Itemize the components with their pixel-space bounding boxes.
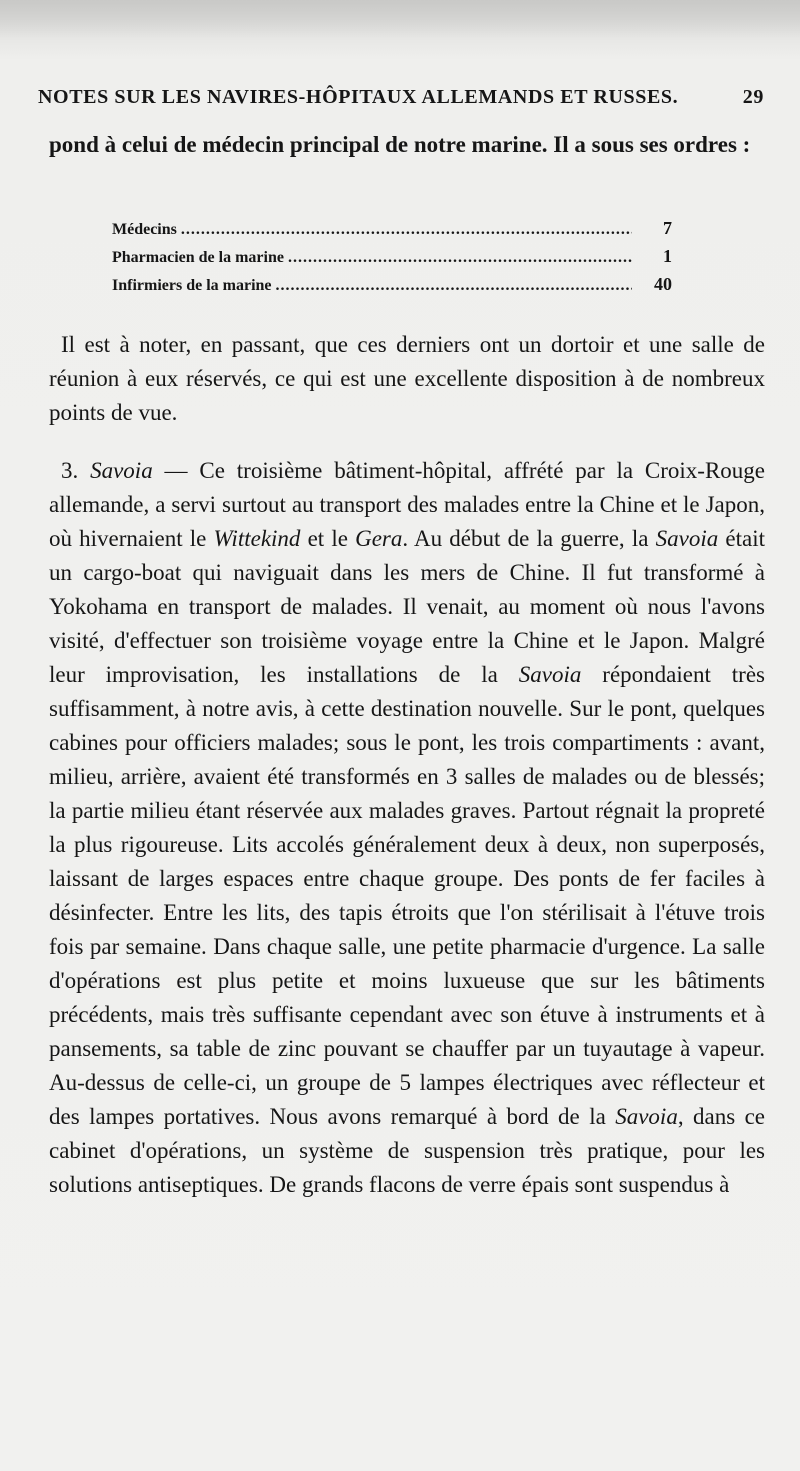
note-text: Il est à noter, en passant, que ces derniers ont un dortoir et une salle de réunion à eux réservés, ce qui est une excellente disposition à de nombreux points de vue. (49, 332, 765, 425)
staff-count: 40 (654, 274, 672, 294)
ship-name: Savoia (518, 662, 582, 687)
leader-dots (288, 245, 632, 271)
leader-dots (276, 273, 632, 299)
ship-name: Savoia (90, 458, 153, 483)
section-text: répondaient très suffisamment, à notre avis, à cette destination nouvelle. Sur le pont, quelques cabines pour officiers malades; sous le pont, les trois compartiments : avant, milieu, arrière, avaient été transformés en 3 salles de malades ou de blessés; la partie milieu étant réservée aux malades graves. Partout régnait la propreté la plus rigoureuse. Lits accolés généralement deux à deux, non superposés, laissant de larges espaces entre chaque groupe. Des ponts de fer faciles à désinfecter. Entre les lits, des tapis étroits que l'on stérilisait à l'étuve trois fois par semaine. Dans chaque salle, une petite pharmacie d'urgence. La salle d'opérations est plus petite et moins luxueuse que sur les bâtiments précédents, mais très suffisante cependant avec son étuve à instruments et à pansements, sa table de zinc pouvant se chauffer par un tuyautage à vapeur. Au-dessus de celle-ci, un groupe de 5 lampes électriques avec réflecteur et des lampes portatives. Nous avons remarqué à bord de la (49, 662, 765, 1129)
savoia-paragraph: 3. Savoia — Ce troisième bâtiment-hôpital, affrété par la Croix-Rouge allemande, a servi surtout au transport des malades entre la Chine et le Japon, où hivernaient le Wittekind et le Gera. Au début de la guerre, la Savoia était un cargo-boat qui naviguait dans les mers de Chine. Il fut transformé à Yokohama en transport de malades. Il venait, au moment où nous l'avons visité, d'effectuer son troisième voyage entre la Chine et le Japon. Malgré leur improvisation, les installations de la Savoia répondaient très suffisamment, à notre avis, à cette destination nouvelle. Sur le pont, quelques cabines pour officiers malades; sous le pont, les trois compartiments : avant, milieu, arrière, avaient été transformés en 3 salles de malades ou de blessés; la partie milieu étant réservée aux malades graves. Partout régnait la propreté la plus rigoureuse. Lits accolés généralement deux à deux, non superposés, laissant de larges espaces entre chaque groupe. Des ponts de fer faciles à désinfecter. Entre les lits, des tapis étroits que l'on stérilisait à l'étuve trois fois par semaine. Dans chaque salle, une petite pharmacie d'urgence. La salle d'opérations est plus petite et moins luxueuse que sur les bâtiments précédents, mais très suffisante cependant avec son étuve à instruments et à pansements, sa table de zinc pouvant se chauffer par un tuyautage à vapeur. Au-dessus de celle-ci, un groupe de 5 lampes électriques avec réflecteur et des lampes portatives. Nous avons remarqué à bord de la Savoia, dans ce cabinet d'opérations, un système de suspension très pratique, pour les solutions antiseptiques. De grands flacons de verre épais sont suspendus à (49, 458, 766, 1197)
running-header (38, 86, 764, 109)
staff-label: Pharmacien de la marine (112, 249, 284, 266)
page-number: 29 (742, 86, 764, 108)
scan-edge-shadow (0, 0, 800, 38)
ship-name: Wittekind (213, 526, 301, 551)
savoia-section (49, 454, 765, 1202)
note-paragraph (49, 328, 765, 430)
running-title: NOTES SUR LES NAVIRES-HÔPITAUX ALLEMANDS ET RUSSES. (38, 86, 679, 108)
section-text: . Au début de la guerre, la (402, 526, 656, 551)
staff-count: 1 (663, 246, 672, 266)
ship-name: Savoia (655, 526, 719, 551)
staff-row (112, 215, 672, 243)
staff-row (112, 243, 672, 271)
section-text: était un cargo-boat qui naviguait dans les mers de Chine. Il fut transformé à Yokohama en transport de malades. Il venait, au moment où nous l'avons visité, d'effectuer son troisième voyage entre la Chine et le Japon. Malgré leur improvisation, les installations de la (49, 526, 765, 687)
ship-name: Gera (355, 526, 403, 551)
intro-paragraph (49, 128, 765, 162)
intro-text: pond à celui de médecin principal de notre marine. Il a sous ses ordres : (49, 132, 751, 157)
staff-row (112, 271, 672, 299)
section-text: — Ce troisième bâtiment-hôpital, affrété par la Croix-Rouge allemande, a servi surtout au transport des malades entre la Chine et le Japon, où hivernaient le (49, 458, 765, 551)
staff-count: 7 (663, 218, 672, 238)
section-text: , dans ce cabinet d'opérations, un système de suspension très pratique, pour les solutions antiseptiques. De grands flacons de verre épais sont suspendus à (49, 1104, 766, 1197)
staff-label: Médecins (112, 221, 177, 238)
staff-list (112, 215, 672, 299)
staff-label: Infirmiers de la marine (112, 277, 272, 294)
leader-dots (181, 217, 632, 243)
section-text: et le (300, 526, 356, 551)
ship-name: Savoia (615, 1104, 678, 1129)
section-number: 3 (61, 458, 73, 483)
